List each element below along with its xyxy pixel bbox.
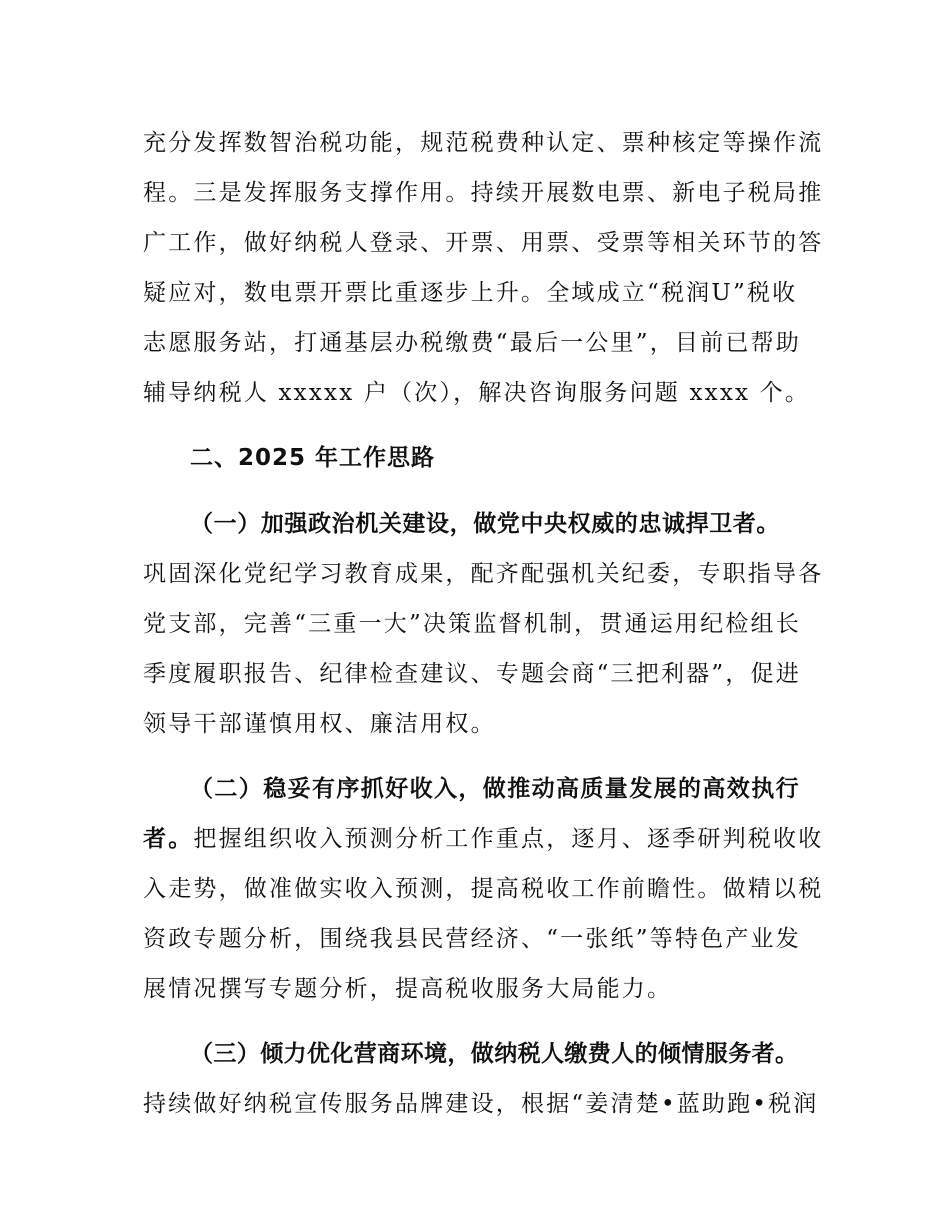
item-title: （三）倾力优化营商环境，做纳税人缴费人的倾情服务者。: [190, 1041, 799, 1067]
paragraph-line: 领导干部谨慎用权、廉洁用权。: [143, 711, 496, 737]
paragraph-line: 季度履职报告、纪律检查建议、专题会商“三把利器”，促进: [143, 661, 801, 687]
paragraph-text: 把握组织收入预测分析工作重点，逐月、逐季研判税收收: [193, 826, 824, 852]
item-title: （二）稳妥有序抓好收入，做推动高质量发展的高效执行: [190, 776, 800, 802]
paragraph-line: 资政专题分析，围绕我县民营经济、“一张纸”等特色产业发: [143, 926, 801, 952]
item-title-tail: 者。: [143, 826, 194, 852]
paragraph-line: 广工作，做好纳税人登录、开票、用票、受票等相关环节的答: [143, 230, 824, 256]
section-heading: 二、2025 年工作思路: [190, 445, 436, 471]
paragraph-line: 辅导纳税人 xxxxx 户（次），解决咨询服务问题 xxxx 个。: [143, 380, 811, 406]
paragraph-line: 志愿服务站，打通基层办税缴费“最后一公里”，目前已帮助: [143, 330, 801, 356]
item-title: （一）加强政治机关建设，做党中央权威的忠诚捍卫者。: [190, 511, 780, 537]
paragraph-line: [143, 824, 823, 854]
paragraph-line: 展情况撰写专题分析，提高税收服务大局能力。: [143, 976, 673, 1002]
paragraph-line: 疑应对，数电票开票比重逐步上升。全域成立“税润U”税收: [143, 280, 798, 306]
paragraph-line: 巩固深化党纪学习教育成果，配齐配强机关纪委，专职指导各: [143, 561, 824, 587]
paragraph-line: 程。三是发挥服务支撑作用。持续开展数电票、新电子税局推: [143, 180, 824, 206]
paragraph-line: 党支部，完善“三重一大”决策监督机制，贯通运用纪检组长: [143, 611, 801, 637]
paragraph-line: 持续做好纳税宣传服务品牌建设，根据“姜清楚•蓝助跑•税润: [143, 1091, 819, 1117]
paragraph-line: 充分发挥数智治税功能，规范税费种认定、票种核定等操作流: [143, 130, 824, 156]
paragraph-line: 入走势，做准做实收入预测，提高税收工作前瞻性。做精以税: [143, 876, 824, 902]
